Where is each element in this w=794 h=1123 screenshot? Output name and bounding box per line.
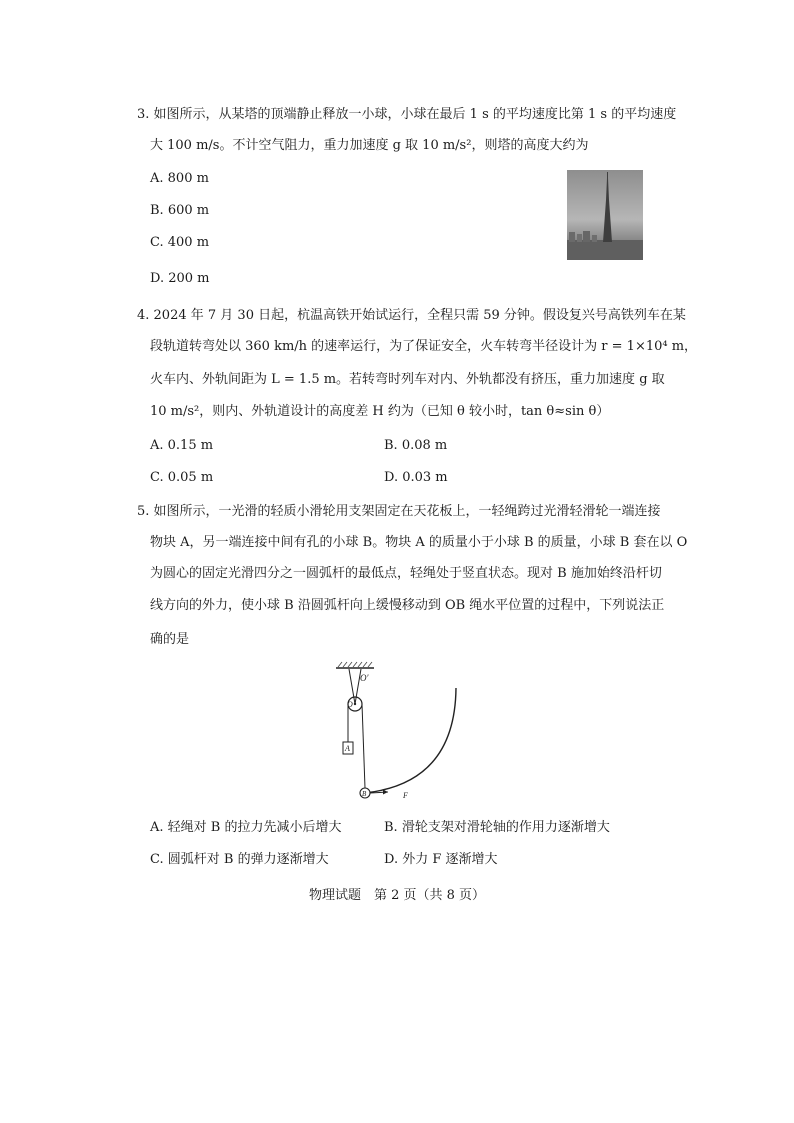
q5-line-3: 为圆心的固定光滑四分之一圆弧杆的最低点，轻绳处于竖直状态。现对 B 施加始终沿杆切 xyxy=(150,566,662,581)
label-o: O xyxy=(347,700,353,709)
q5-option-b: B. 滑轮支架对滑轮轴的作用力逐渐增大 xyxy=(384,820,610,835)
q3-option-a: A. 800 m xyxy=(150,171,209,186)
q5-option-d: D. 外力 F 逐渐增大 xyxy=(384,852,498,867)
page-footer: 物理试题 第 2 页（共 8 页） xyxy=(308,888,486,903)
label-o-prime: O′ xyxy=(360,673,369,683)
q4-line-4: 10 m/s²，则内、外轨道设计的高度差 H 约为（已知 θ 较小时，tan θ≈sin θ） xyxy=(150,404,610,419)
q3-option-b: B. 600 m xyxy=(150,203,210,218)
q3-line-2: 大 100 m/s。不计空气阻力，重力加速度 g 取 10 m/s²，则塔的高度大约为 xyxy=(150,138,589,153)
q4-option-d: D. 0.03 m xyxy=(384,470,448,485)
q5-option-a: A. 轻绳对 B 的拉力先减小后增大 xyxy=(150,820,342,835)
pulley-axle xyxy=(354,703,356,705)
label-b: B xyxy=(362,790,367,798)
tower-icon xyxy=(567,170,643,260)
force-arrowhead xyxy=(383,790,388,795)
q3-line-1: 3. 如图所示，从某塔的顶端静止释放一小球，小球在最后 1 s 的平均速度比第 1 s 的平均速度 xyxy=(137,107,677,122)
q3-option-d: D. 200 m xyxy=(150,271,210,286)
q4-line-1: 4. 2024 年 7 月 30 日起，杭温高铁开始试运行，全程只需 59 分钟。假设复兴号高铁列车在某 xyxy=(137,308,686,323)
q4-option-c: C. 0.05 m xyxy=(150,470,214,485)
q4-line-2: 段轨道转弯处以 360 km/h 的速率运行，为了保证安全，火车转弯半径设计为 r = 1×10⁴ m， xyxy=(150,339,698,354)
label-f: F xyxy=(403,791,408,800)
ceiling-hatching xyxy=(338,662,372,667)
q3-option-c: C. 400 m xyxy=(150,235,210,250)
label-a: A xyxy=(345,744,350,753)
tower-photo xyxy=(567,170,643,260)
q4-option-a: A. 0.15 m xyxy=(150,438,214,453)
q5-line-2: 物块 A，另一端连接中间有孔的小球 B。物块 A 的质量小于小球 B 的质量，小球 B 套在以 O xyxy=(150,535,688,550)
q5-line-1: 5. 如图所示，一光滑的轻质小滑轮用支架固定在天花板上，一轻绳跨过光滑轻滑轮一端连接 xyxy=(137,504,661,519)
rope-to-b xyxy=(362,704,365,788)
pulley-diagram xyxy=(330,660,470,805)
q4-line-3: 火车内、外轨间距为 L = 1.5 m。若转弯时列车对内、外轨都没有挤压，重力加速度 g 取 xyxy=(150,372,665,387)
q5-line-4: 线方向的外力，使小球 B 沿圆弧杆向上缓慢移动到 OB 绳水平位置的过程中，下列说法正 xyxy=(150,598,665,613)
q4-option-b: B. 0.08 m xyxy=(384,438,448,453)
arc-rod xyxy=(365,688,456,793)
q5-line-5: 确的是 xyxy=(150,632,190,647)
q5-option-c: C. 圆弧杆对 B 的弹力逐渐增大 xyxy=(150,852,329,867)
